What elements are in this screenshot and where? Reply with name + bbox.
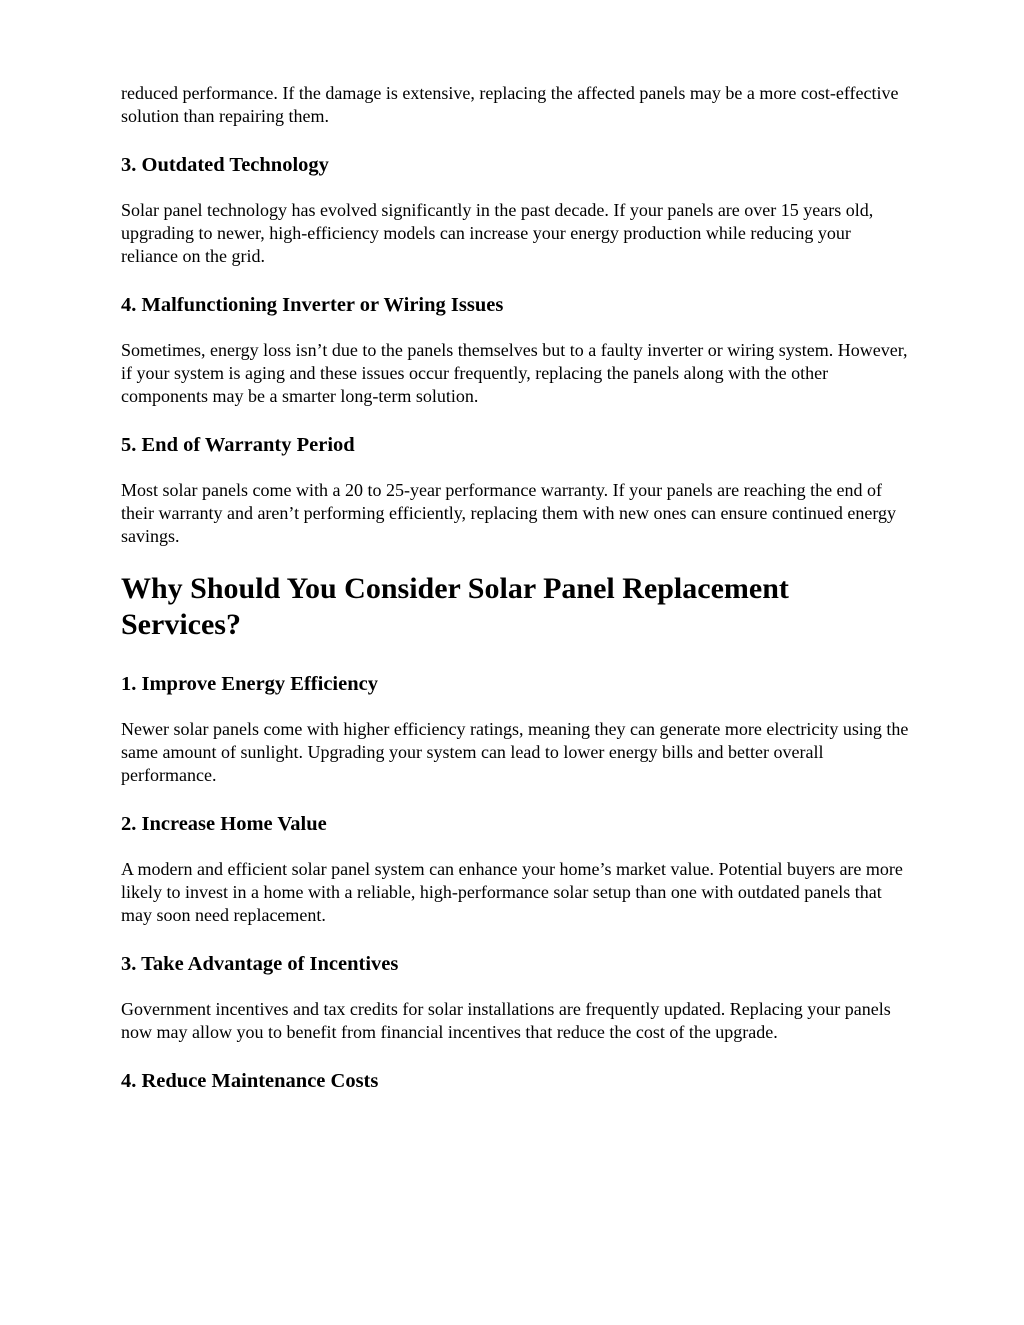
heading-improve-energy-efficiency: 1. Improve Energy Efficiency	[121, 673, 378, 695]
paragraph-malfunctioning-inverter: Sometimes, energy loss isn’t due to the panels themselves but to a faulty inverter or wiring system. However, if your system is aging and these issues occur frequently, replacing the panels along with the other components may be a smarter long-term solution.	[121, 340, 908, 406]
section-title-why-consider: Why Should You Consider Solar Panel Replacement Services?	[121, 572, 789, 641]
heading-end-of-warranty: 5. End of Warranty Period	[121, 434, 355, 456]
heading-reduce-maintenance-costs: 4. Reduce Maintenance Costs	[121, 1070, 379, 1092]
paragraph-improve-energy-efficiency: Newer solar panels come with higher efficiency ratings, meaning they can generate more electricity using the same amount of sunlight. Upgrading your system can lead to lower energy bills and better overall performance.	[121, 719, 909, 785]
heading-increase-home-value: 2. Increase Home Value	[121, 813, 327, 835]
intro-paragraph: reduced performance. If the damage is extensive, replacing the affected panels may be a more cost-effective solution than repairing them.	[121, 83, 899, 126]
heading-outdated-technology: 3. Outdated Technology	[121, 154, 329, 176]
paragraph-end-of-warranty: Most solar panels come with a 20 to 25-year performance warranty. If your panels are reaching the end of their warranty and aren’t performing efficiently, replacing them with new ones can ensure continued energy savings.	[121, 480, 897, 546]
paragraph-outdated-technology: Solar panel technology has evolved significantly in the past decade. If your panels are over 15 years old, upgrading to newer, high-efficiency models can increase your energy production while reducing your reliance on the grid.	[121, 200, 874, 266]
document-page	[121, 82, 911, 1094]
heading-take-advantage-incentives: 3. Take Advantage of Incentives	[121, 953, 399, 975]
paragraph-take-advantage-incentives: Government incentives and tax credits for solar installations are frequently updated. Replacing your panels now may allow you to benefit from financial incentives that reduce the cost of the upgrade.	[121, 999, 891, 1042]
heading-malfunctioning-inverter: 4. Malfunctioning Inverter or Wiring Issues	[121, 294, 504, 316]
paragraph-increase-home-value: A modern and efficient solar panel system can enhance your home’s market value. Potential buyers are more likely to invest in a home with a reliable, high-performance solar setup than one with outdated panels that may soon need replacement.	[121, 859, 903, 925]
